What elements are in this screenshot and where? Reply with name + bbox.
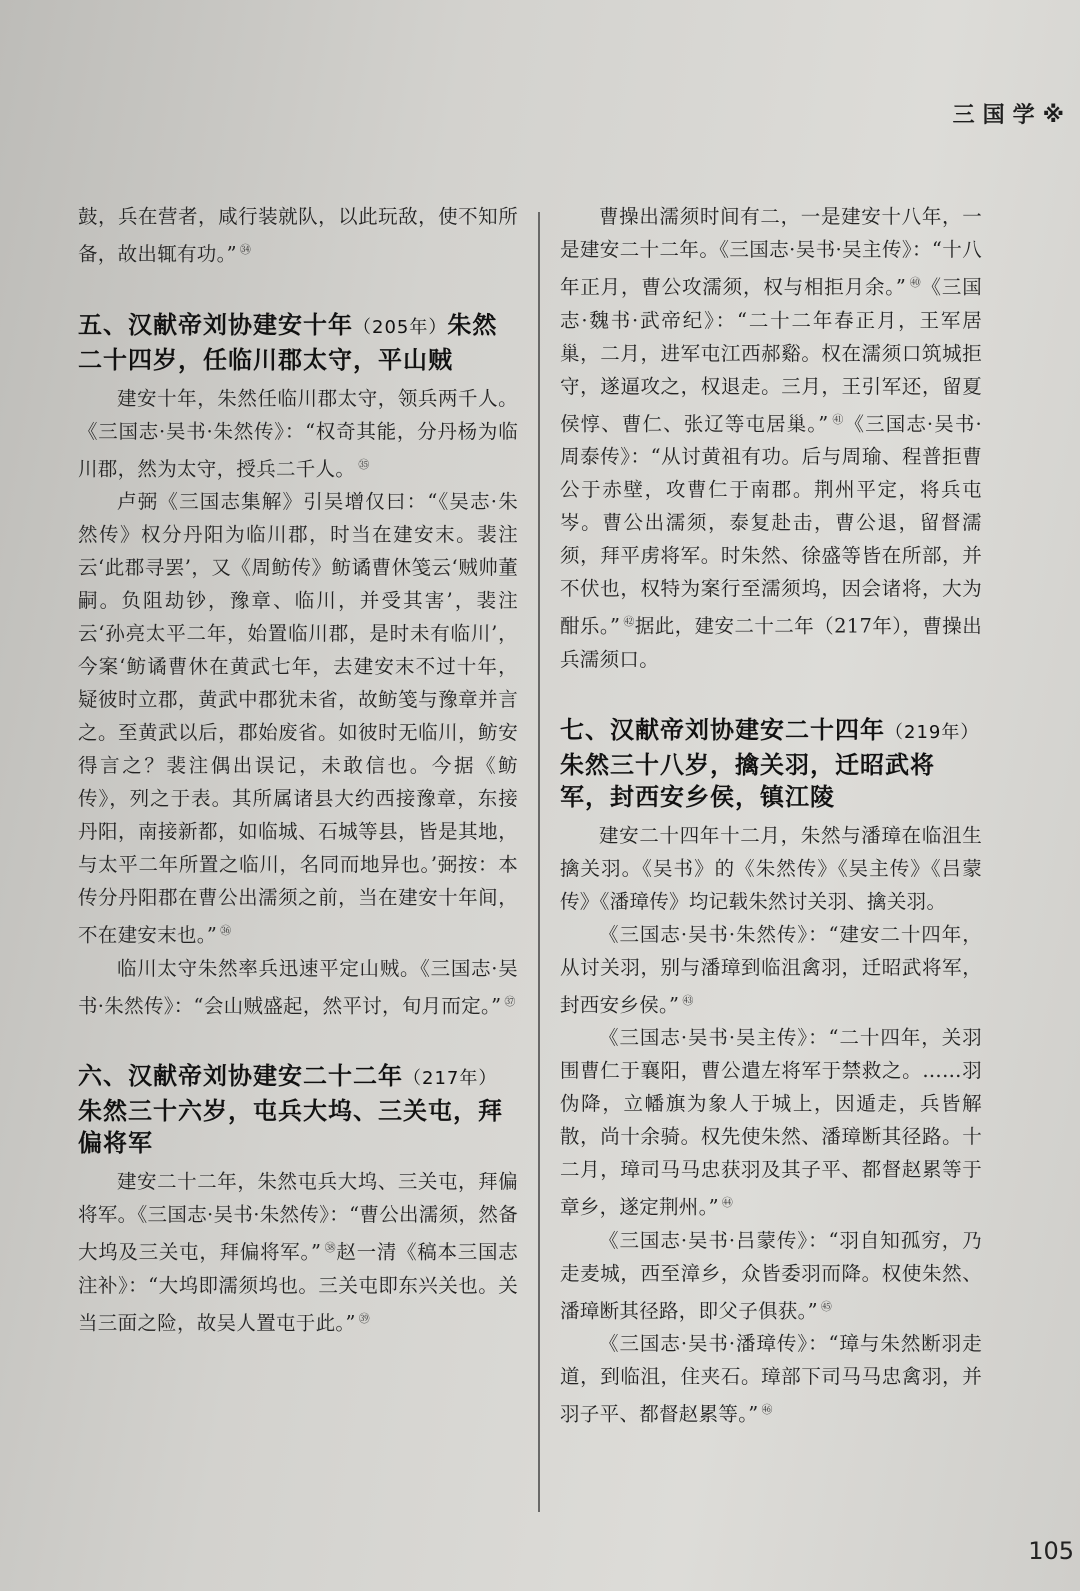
footnote-marker: ㊵	[909, 276, 922, 289]
paragraph	[560, 200, 982, 676]
footnote-marker: ㊻	[761, 1403, 773, 1416]
heading-text: 朱然三十六岁，屯兵大坞、三关屯，拜偏将军	[78, 1097, 503, 1157]
heading-text: 五、汉献帝刘协建安十年	[78, 310, 353, 339]
paragraph-text: 建安十年，朱然任临川郡太守，领兵两千人。《三国志·吴书·朱然传》：“权奇其能，分丹杨为临川郡，然为太守，授兵二千人。	[78, 386, 518, 480]
paragraph-text: 《三国志·吴书·周泰传》：“从讨黄祖有功。后与周瑜、程普拒曹公于赤壁，攻曹仁于南郡。荆州平定，将兵屯岑。曹公出濡须，泰复赴击，曹公退，留督濡须，拜平虏将军。时朱然、徐盛等皆在所部，并不伏也，权特为案行至濡须坞，因会诸将，大为酣乐。”	[560, 412, 982, 638]
paragraph	[560, 1327, 982, 1431]
column-divider	[538, 212, 540, 1512]
heading-text: 七、汉献帝刘协建安二十四年	[560, 715, 885, 744]
paragraph-text: 据此，建安二十二年（217年），曹操出兵濡须口。	[560, 614, 983, 671]
paragraph	[560, 1224, 982, 1328]
section-heading-7	[560, 714, 982, 813]
paragraph-text: 《三国志·魏书·武帝纪》：“二十二年春正月，王军居巢，二月，进军屯江西郝谿。权在濡须口筑城拒守，遂逼攻之，权退走。三月，王引军还，留夏侯惇、曹仁、张辽等屯居巢。”	[560, 275, 982, 435]
paragraph-text: 鼓，兵在营者，咸行装就队，以此玩敌，使不知所备，故出辄有功。”	[78, 205, 518, 266]
page-number: 105	[1028, 1537, 1074, 1565]
paragraph-text: 曹操出濡须时间有二，一是建安十八年，一是建安二十二年。《三国志·吴书·吴主传》：“十八年正月，曹公攻濡须，权与相拒月余。”	[560, 205, 982, 299]
heading-year: （217年）	[403, 1068, 498, 1089]
paragraph	[560, 1021, 982, 1224]
paragraph-text: 《三国志·吴书·潘璋传》：“璋与朱然断羽走道，到临沮，住夹石。璋部下司马马忠禽羽，并羽子平、都督赵累等。”	[560, 1332, 982, 1426]
heading-text: 六、汉献帝刘协建安二十二年	[78, 1062, 403, 1090]
paragraph-text: 赵一清《稿本三国志注补》：“大坞即濡须坞也。三关屯即东兴关也。关当三面之险，故吴人置屯于此。”	[78, 1240, 518, 1334]
footnote-marker: ㊶	[831, 412, 845, 426]
heading-text: 朱然三十八岁，擒关羽，迁昭武将军，封西安乡侯，镇江陵	[560, 750, 935, 811]
section-heading-6	[78, 1060, 518, 1159]
footnote-marker: ㉞	[239, 243, 252, 256]
footnote-marker: ㊲	[504, 994, 516, 1008]
paragraph-text: 《三国志·吴书·吴主传》：“二十四年，关羽围曹仁于襄阳，曹公遣左将军于禁救之。……羽伪降，立幡旗为象人于城上，因遁走，兵皆解散，尚十余骑。权先使朱然、潘璋断其径路。十二月，璋司马马忠获羽及其子平、都督赵累等于章乡，遂定荆州。”	[560, 1026, 982, 1219]
paragraph	[78, 1165, 518, 1339]
footnote-marker: ㉟	[358, 457, 370, 471]
paragraph-text: 建安二十四年十二月，朱然与潘璋在临沮生擒关羽。《吴书》的《朱然传》《吴主传》《吕蒙传》《潘璋传》均记载朱然讨关羽、擒关羽。	[560, 823, 982, 913]
right-column	[560, 200, 982, 1431]
paragraph	[78, 382, 518, 486]
left-column	[78, 200, 518, 1339]
footnote-marker: ㊺	[820, 1299, 833, 1313]
footnote-marker: ㊱	[220, 924, 232, 937]
heading-text: 朱然二十四岁，任临川郡太守，平山贼	[78, 310, 498, 374]
section-heading-5	[78, 309, 518, 376]
paragraph-text: 《三国志·吴书·吕蒙传》：“羽自知孤穷，乃走麦城，西至漳乡，众皆委羽而降。权使朱然、潘璋断其径路，即父子俱获。”	[560, 1228, 982, 1322]
paragraph-text: 建安二十二年，朱然屯兵大坞、三关屯，拜偏将军。《三国志·吴书·朱然传》：“曹公出濡须，然备大坞及三关屯，拜偏将军。”	[78, 1170, 518, 1264]
paragraph	[560, 819, 982, 918]
paragraph-text: 卢弼《三国志集解》引吴增仅曰：“《吴志·朱然传》权分丹阳为临川郡，时当在建安末。裴注云‘此郡寻罢’，又《周鲂传》鲂谲曹休笺云‘贼帅董嗣。负阻劫钞，豫章、临川，并受其害’，裴注云‘孙亮太平二年，始置临川郡，是时未有临川’，今案‘鲂谲曹休在黄武七年，去建安末不过十年，疑彼时立郡，黄武中郡犹未省，故鲂笺与豫章并言之。至黄武以后，郡始废省。如彼时无临川，鲂安得言之？裴注偶出误记，未敢信也。今据《鲂传》，列之于表。其所属诸县大约西接豫章，东接丹阳，南接新都，如临城、石城等县，皆是其地，与太平二年所置之临川，名同而地异也。’弼按：本传分丹阳郡在曹公出濡须之前，当在建安十年间，不在建安末也。”	[78, 490, 518, 947]
footnote-marker: ㊹	[721, 1196, 734, 1209]
heading-year: （205年）	[353, 316, 448, 338]
paragraph-text: 《三国志·吴书·朱然传》：“建安二十四年，从讨关羽，别与潘璋到临沮禽羽，迁昭武将军，封西安乡侯。”	[560, 922, 982, 1016]
paragraph	[78, 485, 518, 952]
heading-year: （219年）	[885, 721, 980, 743]
paragraph	[78, 200, 518, 271]
footnote-marker: ㊸	[682, 993, 694, 1007]
paragraph	[78, 952, 518, 1023]
paragraph	[560, 918, 982, 1022]
footnote-marker: ㊷	[623, 615, 635, 628]
paragraph-text: 临川太守朱然率兵迅速平定山贼。《三国志·吴书·朱然传》：“会山贼盛起，然平讨，旬月而定。”	[78, 956, 518, 1017]
footnote-marker: ㊴	[358, 1311, 371, 1325]
footnote-marker: ㊳	[324, 1241, 337, 1254]
running-header: 三国学※	[952, 103, 1072, 128]
